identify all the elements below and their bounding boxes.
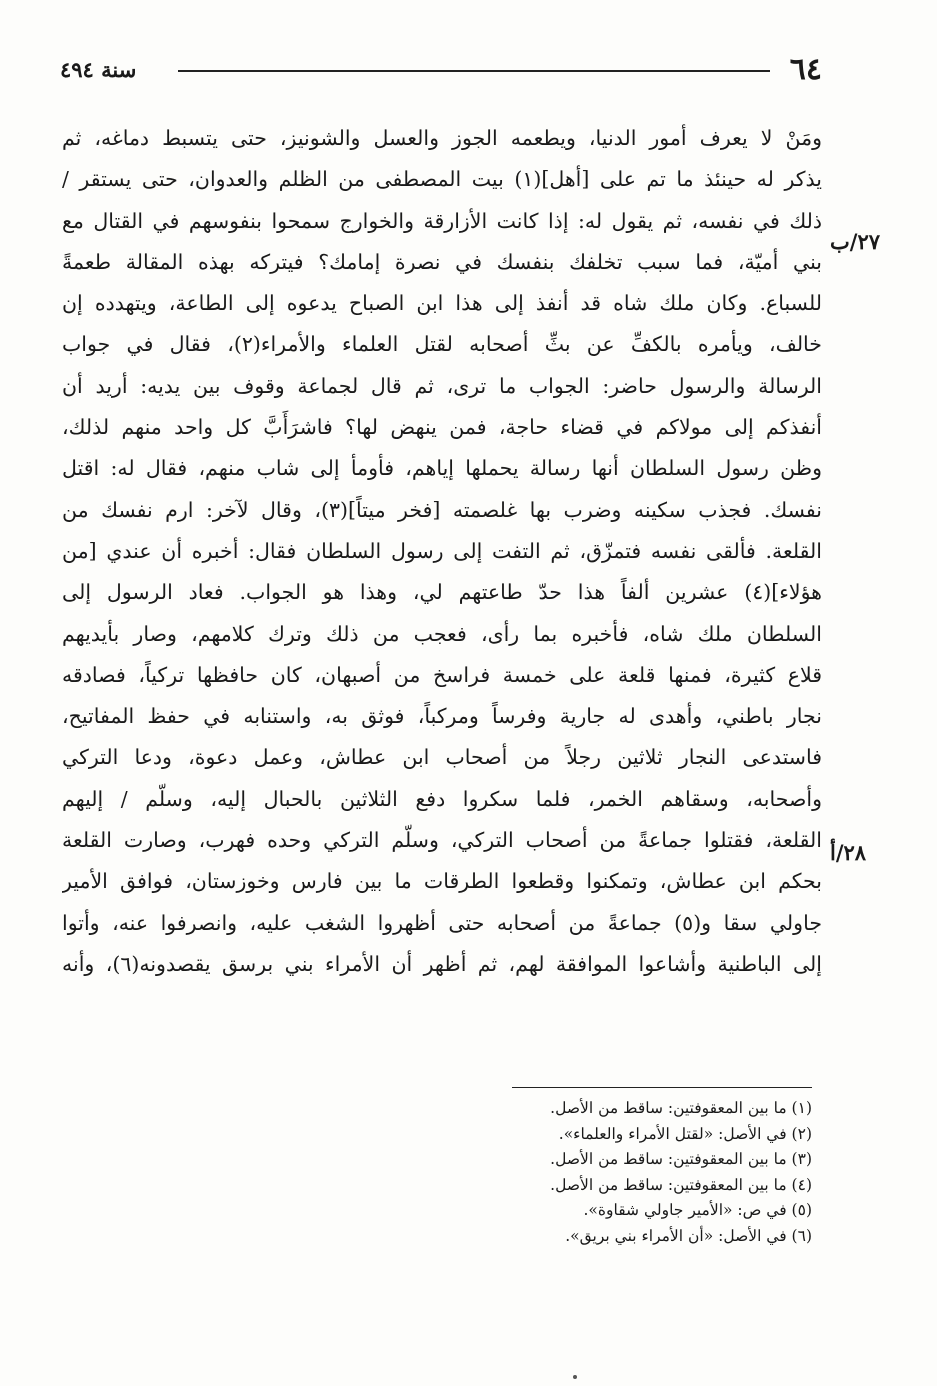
text-line: نجار باطني، وأهدى له جارية وفرساً ومركباً، فوثق به، واستنابه في حفظ المفاتيح،	[62, 704, 822, 729]
text-line: ذلك في نفسه، ثم يقول له: إذا كانت الأزارقة والخوارج سمحوا بنفوسهم في القتال مع	[62, 208, 822, 233]
header-rule	[178, 70, 770, 72]
manuscript-folio-ref: ٢٧/ب	[830, 229, 881, 254]
text-line: نفسك. فجذب سكينه وضرب بها غلصمته [فخر ميتاً](٣)، وقال لآخر: ارم نفسك من	[62, 497, 822, 522]
text-line: بحكم ابن عطاش، وتمكنوا وقطعوا الطرقات ما بين فارس وخوزستان، فوافق الأمير	[62, 869, 822, 894]
footnote: (٣) ما بين المعقوفتين: ساقط من الأصل.	[550, 1150, 812, 1169]
footnote-divider	[512, 1087, 812, 1088]
text-line: السلطان ملك شاه، فأخبره بما رأى، فعجب من ذلك وترك كلامهم، وصار بأيديهم	[62, 621, 822, 646]
text-line: جاولي سقا و(٥) جماعةً من أصحابه حتى أظهروا الشغب عليه، وانصرفوا عنه، وأتوا	[62, 910, 822, 935]
scan-speck	[573, 1375, 577, 1379]
manuscript-folio-ref: ٢٨/أ	[830, 840, 867, 865]
text-line: إلى الباطنية وأشاعوا الموافقة لهم، ثم أظهر أن الأمراء بني برسق يقصدونه(٦)، وأنه	[62, 951, 822, 976]
text-line: بني أميّة، فما سبب تخلفك بنفسك في نصرة إمامك؟ فيتركه بهذه المقالة طعمةً	[62, 249, 822, 274]
text-line: فاستدعى النجار ثلاثين رجلاً من أصحاب ابن عطاش، وعمل دعوة، ودعا التركي	[62, 745, 822, 770]
text-line: الرسالة والرسول حاضر: الجواب ما ترى، ثم قال لجماعة وقوف بين يديه: أريد أن	[62, 373, 822, 398]
footnote: (٦) في الأصل: «أن الأمراء بني بريق».	[565, 1226, 812, 1245]
page-header	[60, 48, 822, 92]
main-text	[62, 118, 822, 985]
text-line: قلاع كثيرة، فمنها قلعة على خمسة فراسخ من أصبهان، كان حافظها تركياً، فصادقه	[62, 662, 822, 687]
text-line: للسباع. وكان ملك شاه قد أنفذ إلى هذا ابن الصباح يدعوه إلى الطاعة، ويتهدده إن	[62, 291, 822, 316]
text-line: وأصحابه، وسقاهم الخمر، فلما سكروا دفع الثلاثين بالحبال إليه، وسلّم / إليهم	[62, 786, 822, 811]
page-number: ٦٤	[789, 52, 822, 87]
running-head-year: سنة ٤٩٤	[60, 57, 137, 82]
text-line: ومَنْ لا يعرف أمور الدنيا، ويطعمه الجوز والعسل والشونيز، حتى يتسبط دماغه، ثم	[62, 126, 822, 150]
text-line: خالف، ويأمره بالكفِّ عن بثِّ أصحابه لقتل العلماء والأمراء(٢)، فقال في جواب	[62, 332, 822, 357]
footnote: (١) ما بين المعقوفتين: ساقط من الأصل.	[550, 1099, 812, 1117]
footnote: (٤) ما بين المعقوفتين: ساقط من الأصل.	[550, 1175, 812, 1194]
text-line: القلعة. فألقى نفسه فتمزّق، ثم التفت إلى رسول السلطان فقال: أخبره أن عندي [من	[62, 538, 822, 563]
text-line: يذكر له حينئذ ما تم على [أهل](١) بيت المصطفى من الظلم والعدوان، حتى يستقر /	[62, 167, 822, 192]
text-line: القلعة، فقتلوا جماعةً من أصحاب التركي، وسلّم التركي وحده فهرب، وصارت القلعة	[62, 828, 822, 853]
footnotes	[292, 1096, 812, 1250]
text-line: هؤلاء](٤) عشرين ألفاً هذا حدّ طاعتهم لي، وهذا هو الجواب. فعاد الرسول إلى	[62, 580, 822, 605]
text-line: وظن رسول السلطان أنها رسالة يحملها إياهم، فأومأ إلى شاب منهم، فقال له: اقتل	[62, 456, 822, 481]
text-line: أنفذكم إلى مولاكم في قضاء حاجة، فمن ينهض لها؟ فاشرَأَبَّ كل واحد منهم لذلك،	[62, 415, 822, 440]
footnote: (٢) في الأصل: «لقتل الأمراء والعلماء».	[558, 1124, 812, 1143]
footnote: (٥) في ص: «الأمير جاولي شقاوة».	[583, 1201, 812, 1220]
